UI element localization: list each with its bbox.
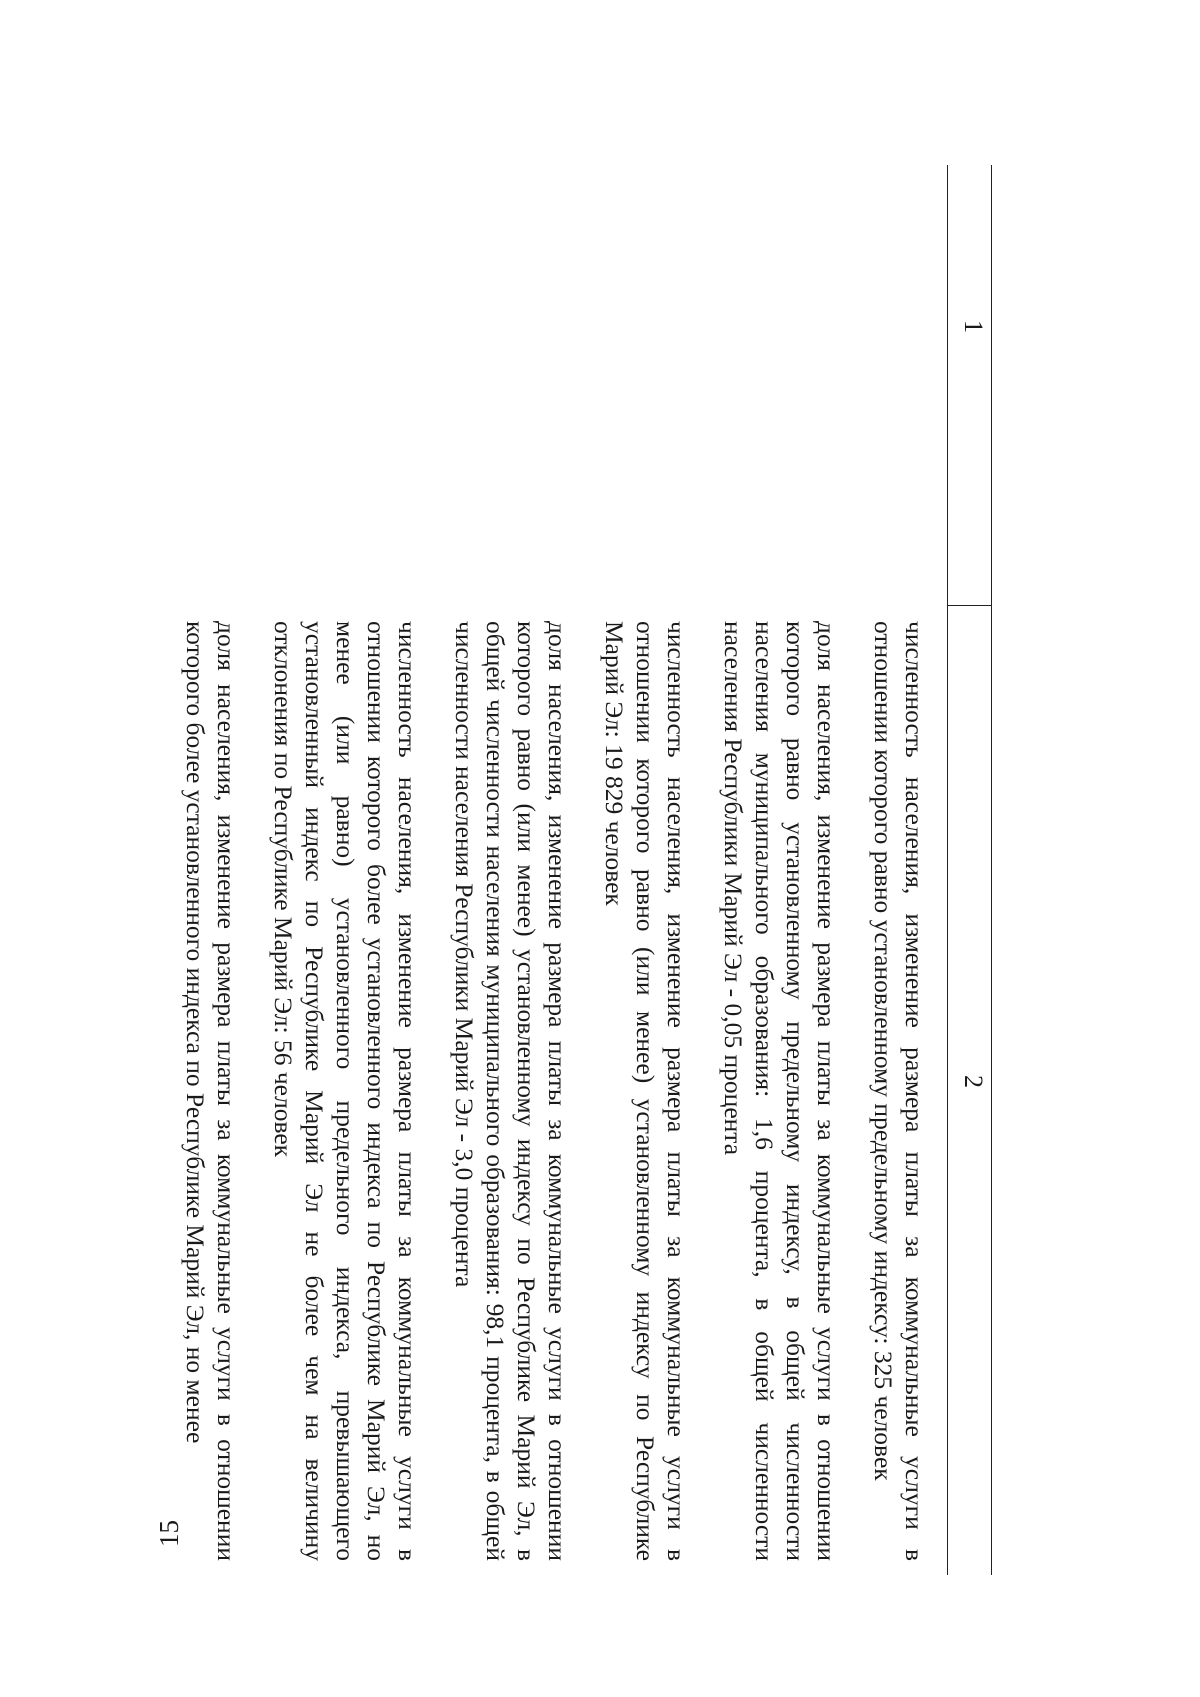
table-row: численность населения, изменение размера платы за коммунальные услуги в отношении которого более установленного индекса по Республике Марий Эл, но менее (или равно) установленного предельного индекса, превышающего установленный индекс по Республике Марий Эл не более чем на величину отклонения по Республике Марий Эл: 56 человек — [269, 621, 422, 1561]
column-number-2: 2 — [959, 1075, 988, 1088]
table-column-2-content — [154, 621, 930, 1561]
table-row: доля населения, изменение размера платы за коммунальные услуги в отношении которого более установленного индекса по Республике Марий Эл, но менее — [181, 621, 241, 1561]
table-row: доля населения, изменение размера платы за коммунальные услуги в отношении которого равно (или менее) установленному индексу по Республике Марий Эл, в общей численности населения муниципального образования: 98,1 процента, в общей численности населения Республики Марий Эл - 3,0 процента — [450, 621, 572, 1561]
page-number: 15 — [154, 1520, 184, 1547]
table-row: численность населения, изменение размера платы за коммунальные услуги в отношении которого равно (или менее) установленному индексу по Республике Марий Эл: 19 829 человек — [600, 621, 691, 1561]
table-top-rule — [991, 165, 992, 1575]
table-header-row — [940, 165, 1000, 1575]
table-row: доля населения, изменение размера платы за коммунальные услуги в отношении которого равно установленному предельному индексу, в общей численности населения муниципального образования: 1,6 процента, в общей численности населения Республики Марий Эл - 0,05 процента — [719, 621, 841, 1561]
content-table — [100, 165, 1000, 1575]
table-header-rule — [947, 165, 948, 1575]
table-row: численность населения, изменение размера платы за коммунальные услуги в отношении которого равно установленному предельному индексу: 325 человек — [869, 621, 929, 1561]
column-number-1: 1 — [959, 320, 988, 333]
column-divider — [948, 605, 992, 606]
